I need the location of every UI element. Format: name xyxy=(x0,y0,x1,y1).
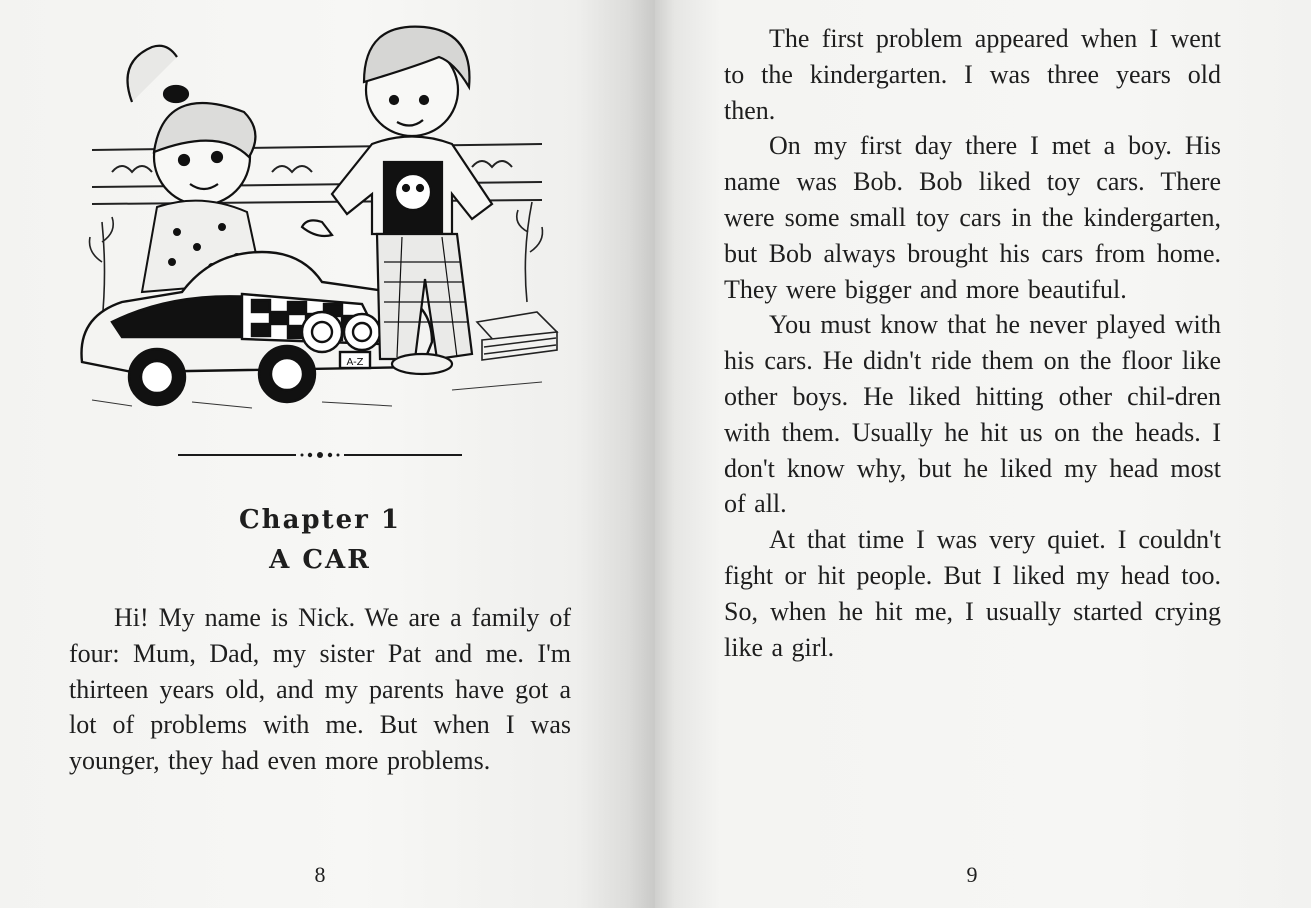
left-page xyxy=(0,0,655,908)
chapter-label: Chapter 1 xyxy=(238,505,401,535)
page-number-right: 9 xyxy=(966,862,978,887)
paragraph: On my first day there I met a boy. His name was Bob. Bob liked toy cars. There were some small toy cars in the kindergarten, but Bob always brought his cars from home. They were bigger and more beautiful. xyxy=(724,131,1221,304)
chapter-title: A CAR xyxy=(269,545,371,575)
paragraph: At that time I was very quiet. I couldn't fight or hit people. But I liked my head too. So, when he hit me, I usually started crying like a girl. xyxy=(724,525,1221,662)
paragraph: Hi! My name is Nick. We are a family of four: Mum, Dad, my sister Pat and me. I'm thirteen years old, and my parents have got a lot of problems with me. But when I was younger, they had even more problems. xyxy=(69,603,571,776)
right-page-text xyxy=(724,21,1221,665)
car-license-plate: A-Z xyxy=(346,357,364,368)
page-number-left: 8 xyxy=(314,862,326,887)
paragraph: The first problem appeared when I went to the kindergarten. I was three years old then. xyxy=(724,24,1221,125)
chapter-ornament-divider xyxy=(178,447,462,463)
paragraph: You must know that he never played with his cars. He didn't ride them on the floor like other boys. He liked hitting other chil-dren with them. Usually he hit us on the heads. I don't know why, but he liked my head most of all. xyxy=(724,310,1221,519)
chapter-illustration xyxy=(72,22,572,422)
left-page-text xyxy=(69,600,571,779)
chapter-heading xyxy=(170,500,470,580)
